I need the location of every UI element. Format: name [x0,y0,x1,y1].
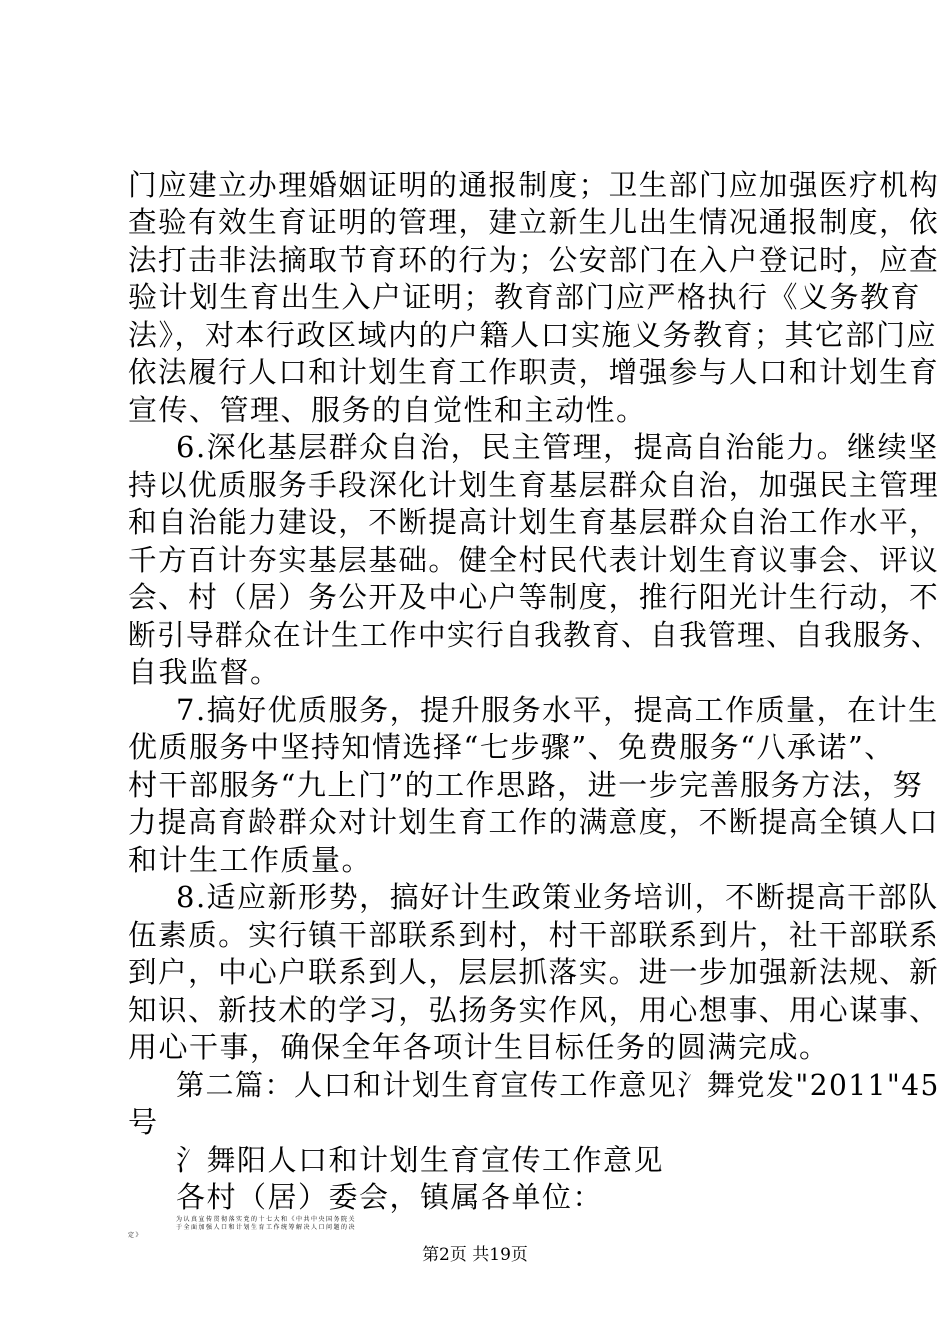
body-text-line: 会、村（居）务公开及中心户等制度，推行阳光计生行动，不 [128,580,940,614]
paragraph-6-start: 6.深化基层群众自治，民主管理，提高自治能力。继续坚 [176,430,939,464]
body-text-line: 力提高育龄群众对计划生育工作的满意度，不断提高全镇人口 [128,805,940,839]
body-text-line: 优质服务中坚持知情选择“七步骤”、免费服务“八承诺”、 [128,730,895,764]
body-text-line: 验计划生育出生入户证明；教育部门应严格执行《义务教育 [128,280,922,314]
section-heading-continued: 号 [128,1105,159,1139]
body-text-line: 于全面加强人口和计划生育工作统筹解决人口问题的决 [176,1224,357,1231]
paragraph-7-start: 7.搞好优质服务，提升服务水平，提高工作质量，在计生 [176,693,939,727]
body-text-line: 查验有效生育证明的管理，建立新生儿出生情况通报制度，依 [128,205,940,239]
paragraph-8-start: 8.适应新形势，搞好计生政策业务培训，不断提高干部队 [176,880,939,914]
body-text-line: 依法履行人口和计划生育工作职责，增强参与人口和计划生育 [128,355,940,389]
body-text-line: 伍素质。实行镇干部联系到村，村干部联系到片，社干部联系 [128,918,940,952]
body-text-line: 村干部服务“九上门”的工作思路，进一步完善服务方法，努 [128,768,924,802]
body-text-line: 自我监督。 [128,655,281,689]
body-text-line: 和计生工作质量。 [128,843,373,877]
body-text-line: 宣传、管理、服务的自觉性和主动性。 [128,393,647,427]
document-title: 氵舞阳人口和计划生育宣传工作意见 [176,1143,665,1177]
body-text-line: 知识、新技术的学习，弘扬务实作风，用心想事、用心谋事、 [128,993,940,1027]
body-text-line: 为认真宣传贯彻落实党的十七大和《中共中央国务院关 [176,1216,357,1223]
salutation: 各村（居）委会，镇属各单位： [176,1180,604,1214]
section-heading: 第二篇：人口和计划生育宣传工作意见氵舞党发"2011"45 [176,1068,940,1102]
body-text-line: 用心干事，确保全年各项计生目标任务的圆满完成。 [128,1030,830,1064]
body-text-line: 门应建立办理婚姻证明的通报制度；卫生部门应加强医疗机构 [128,168,940,202]
body-text-line: 和自治能力建设，不断提高计划生育基层群众自治工作水平， [128,505,940,539]
body-text-line: 法打击非法摘取节育环的行为；公安部门在入户登记时，应查 [128,243,940,277]
body-text-line: 断引导群众在计生工作中实行自我教育、自我管理、自我服务、 [128,618,941,652]
body-text-line: 到户，中心户联系到人，层层抓落实。进一步加强新法规、新 [128,955,940,989]
body-text-line: 千方百计夯实基层基础。健全村民代表计划生育议事会、评议 [128,543,940,577]
body-text-line: 定》 [128,1232,144,1239]
body-text-line: 法》，对本行政区域内的户籍人口实施义务教育；其它部门应 [128,318,938,352]
page-footer: 第2页 共19页 [422,1245,528,1265]
body-text-line: 持以优质服务手段深化计划生育基层群众自治，加强民主管理 [128,468,940,502]
